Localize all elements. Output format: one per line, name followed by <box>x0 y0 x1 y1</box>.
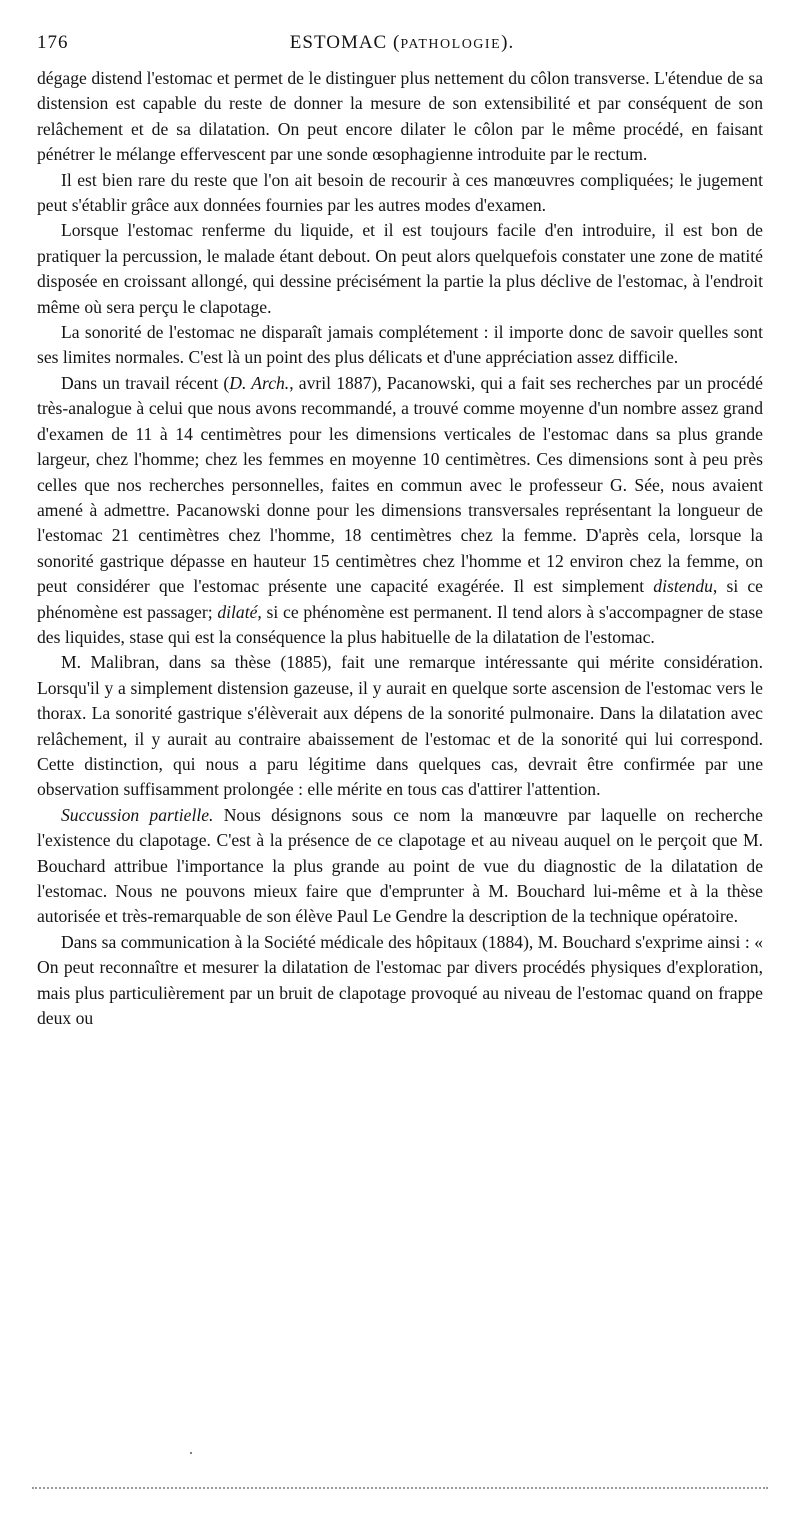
succussion-text: Nous désignons sous ce nom la manœuvre par laquelle on recherche l'existence du clapotage. C'est à la présence de ce clapotage et au niveau auquel on le perçoit que M. Bouchard attribue l'importance la plus grande au point de vue du diagnostic de la dilatation de l'estomac. Nous ne pouvons mieux faire que d'emprunter à M. Bouchard lui-même et à la thèse autorisée et très-remarquable de son élève Paul Le Gendre la description de la technique opératoire. <box>37 804 763 927</box>
running-title <box>37 32 763 54</box>
paragraph-sonorite: La sonorité de l'estomac ne disparaît jamais complétement : il importe donc de savoir quelles sont ses limites normales. C'est là un point des plus délicats et d'une appréciation assez difficile. <box>37 322 763 368</box>
citation-reference: D. Arch. <box>229 372 290 393</box>
pacanowski-text-d: , si ce phénomène est permanent. Il tend alors à s'accompagner de stase des liquides, stase qui est la conséquence la plus habituelle de la dilatation de l'estomac. <box>37 601 763 647</box>
paragraph-continuation: dégage distend l'estomac et permet de le distinguer plus nettement du côlon transverse. L'étendue de sa distension est capable du reste de donner la mesure de son extensibilité et par conséquent de son relâchement et de sa dilatation. On peut encore dilater le côlon par le même procédé, en faisant pénétrer le mélange effervescent par une sonde œsophagienne introduite par le rectum. <box>37 68 763 165</box>
print-speck <box>190 1452 192 1454</box>
term-distendu: distendu <box>653 576 713 597</box>
pacanowski-text-b: , avril 1887), Pacanowski, qui a fait ses recherches par un procédé très-analogue à celui que nous avons recommandé, a trouvé comme moyenne d'un nombre assez grand d'examen de 11 à 14 centimètres pour les dimensions verticales de l'estomac dans sa plus grande largeur, chez l'homme; chez les femmes en moyenne 10 centimètres. Ces dimensions sont à peu près celles que nos recherches personnelles, faites en commun avec le professeur G. Sée, nous avaient amené à admettre. Pacanowski donne pour les dimensions transversales représentant la longueur de l'estomac 21 centimètres chez l'homme, 18 centimètres chez la femme. D'après cela, lorsque la sonorité gastrique dépasse en hauteur 15 centimètres chez l'homme et 12 environ chez la femme, on peut considérer que l'estomac présente une capacité exagérée. Il est simplement <box>37 372 763 597</box>
page-header <box>37 32 763 60</box>
pacanowski-text-c: , si ce phénomène est passager; <box>37 576 763 622</box>
paragraph-succussion <box>37 803 763 930</box>
term-dilate: dilaté <box>217 601 258 622</box>
body-text <box>37 66 763 1031</box>
running-title-close-paren: ). <box>501 32 515 53</box>
paragraph-malibran: M. Malibran, dans sa thèse (1885), fait une remarque intéressante qui mérite considération. Lorsqu'il y a simplement distension gazeuse, il y aurait en quelque sorte ascension de l'estomac vers le thorax. La sonorité gastrique s'élèverait aux dépens de la sonorité pulmonaire. Dans la dilatation avec relâchement, il y aurait au contraire abaissement de l'estomac et de la sonorité qui lui correspond. Cette distinction, qui nous a paru légitime dans quelques cas, devrait être confirmée par une observation suffisamment prolongée : elle mérite en tous cas d'attirer l'attention. <box>37 652 763 800</box>
dotted-bottom-rule <box>32 1487 768 1489</box>
running-title-subtitle: PATHOLOGIE <box>400 37 502 52</box>
paragraph-manoeuvres: Il est bien rare du reste que l'on ait besoin de recourir à ces manœuvres compliquées; le jugement peut s'établir grâce aux données fournies par les autres modes d'examen. <box>37 169 763 216</box>
pacanowski-text-a: Dans un travail récent ( <box>61 372 230 393</box>
paragraph-percussion: Lorsque l'estomac renferme du liquide, et il est toujours facile d'en introduire, il est bon de pratiquer la percussion, le malade étant debout. On peut alors quelquefois constater une zone de matité disposée en croissant allongé, qui dessine précisément la partie la plus déclive de l'estomac, à l'endroit même où sera perçu le clapotage. <box>37 220 763 317</box>
section-heading-succussion: Succussion partielle. <box>61 804 214 825</box>
book-page <box>37 32 763 1031</box>
running-title-open-paren: ( <box>387 32 401 53</box>
page-number: 176 <box>37 32 69 53</box>
running-title-main: ESTOMAC <box>289 32 388 53</box>
paragraph-pacanowski <box>37 371 763 650</box>
paragraph-bouchard: Dans sa communication à la Société médicale des hôpitaux (1884), M. Bouchard s'exprime ainsi : « On peut reconnaître et mesurer la dilatation de l'estomac par divers procédés physiques d'exploration, mais plus particulièrement par un bruit de clapotage provoqué au niveau de l'estomac quand on frappe deux ou <box>37 931 763 1029</box>
